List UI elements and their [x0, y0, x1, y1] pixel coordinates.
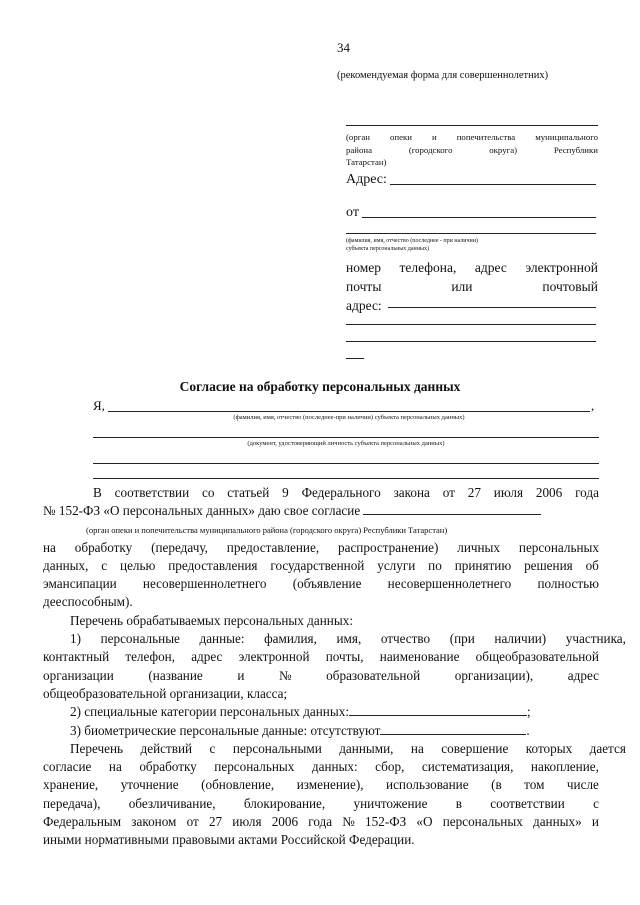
from-label: от — [346, 205, 359, 220]
actions-line-4: передача), обезличивание, блокирование, уничтожение в соответствии с — [43, 795, 599, 811]
subject-caption: (фамилия, имя, отчество (последнее - при наличии) субъекта персональных данных) — [346, 238, 478, 252]
contact-field-line-4[interactable] — [346, 358, 364, 359]
p2-line-2: данных, с целью предоставления государственной услуги по принятию решения об — [43, 557, 599, 573]
document-field[interactable] — [93, 437, 599, 438]
item1-line-3: организации (название и № образовательной организации), адрес — [43, 667, 599, 683]
recipient-caption-line-1: (орган опеки и попечительства муниципального — [346, 132, 598, 142]
p1-line-1: В соответствии со статьей 9 Федерального закона от 27 июля 2006 года — [93, 485, 599, 500]
p2-line-4: дееспособным). — [43, 594, 133, 610]
list-intro: Перечень обрабатываемых персональных данных: — [70, 612, 353, 628]
p2-line-3: эмансипации несовершеннолетнего (объявление несовершеннолетнего полностью — [43, 576, 599, 592]
item3-line: 3) биометрические персональные данные: отсутствуют . — [70, 722, 530, 738]
contact-line-1: номер телефона, адрес электронной — [346, 260, 598, 275]
contact-line-3: адрес: — [346, 298, 382, 313]
form-note: (рекомендуемая форма для совершеннолетних) — [337, 70, 549, 81]
document-field-line-3[interactable] — [93, 478, 599, 479]
org-caption: (орган опеки и попечительства муниципального района (городского округа) Республики Татарстан) — [86, 524, 448, 535]
i-comma: , — [591, 398, 595, 413]
page-number: 34 — [337, 40, 350, 55]
i-label: Я, — [93, 398, 105, 413]
contact-field-line-3[interactable] — [346, 341, 596, 342]
recipient-line[interactable] — [346, 125, 598, 126]
actions-line-3: хранение, уточнение (обновление, изменение), использование (в том числе — [43, 777, 599, 793]
address-field[interactable] — [390, 184, 596, 185]
contact-field-line-2[interactable] — [346, 324, 596, 325]
actions-line-5: Федеральным законом от 27 июля 2006 года № 152-ФЗ «О персональных данных» и — [43, 814, 599, 830]
item2-line: 2) специальные категории персональных данных: ; — [70, 704, 531, 720]
actions-line-2: согласие на обработку персональных данных: сбор, систематизация, накопление, — [43, 759, 599, 775]
item1-line-2: контактный телефон, адрес электронной почты, наименование общеобразовательной — [43, 649, 599, 665]
full-name-caption: (фамилия, имя, отчество (последнее-при наличии) субъекта персональных данных) — [233, 414, 465, 421]
actions-line-6: иными нормативными правовыми актами Российской Федерации. — [43, 832, 415, 848]
full-name-field[interactable] — [108, 411, 590, 412]
consent-recipient-field[interactable] — [363, 502, 541, 515]
actions-line-1: Перечень действий с персональными данными, на совершение которых дается — [70, 740, 626, 756]
contact-field[interactable] — [388, 307, 596, 308]
document-field-line-2[interactable] — [93, 463, 599, 464]
item1-line-1: 1) персональные данные: фамилия, имя, отчество (при наличии) участника, — [70, 631, 626, 647]
biometric-field[interactable] — [380, 722, 526, 735]
from-field[interactable] — [362, 217, 596, 218]
recipient-caption-line-2: района (городского округа) Республики — [346, 144, 598, 155]
contact-line-2: почты или почтовый — [346, 279, 598, 294]
special-categories-field[interactable] — [349, 703, 527, 716]
consent-body — [43, 484, 626, 850]
document-caption: (документ, удостоверяющий личность субъекта персональных данных) — [247, 440, 445, 447]
address-label: Адрес: — [346, 172, 387, 187]
p1-line-2: № 152-ФЗ «О персональных данных» даю свое согласие — [43, 502, 599, 520]
from-field-line-2[interactable] — [346, 233, 596, 234]
recipient-caption — [346, 131, 598, 169]
recipient-caption-line-3: Татарстан) — [346, 157, 387, 167]
p2-line-1: на обработку (передачу, предоставление, распространение) личных персональных — [43, 539, 599, 555]
document-title: Согласие на обработку персональных данных — [179, 379, 461, 394]
item1-line-4: общеобразовательной организации, класса; — [43, 685, 288, 701]
